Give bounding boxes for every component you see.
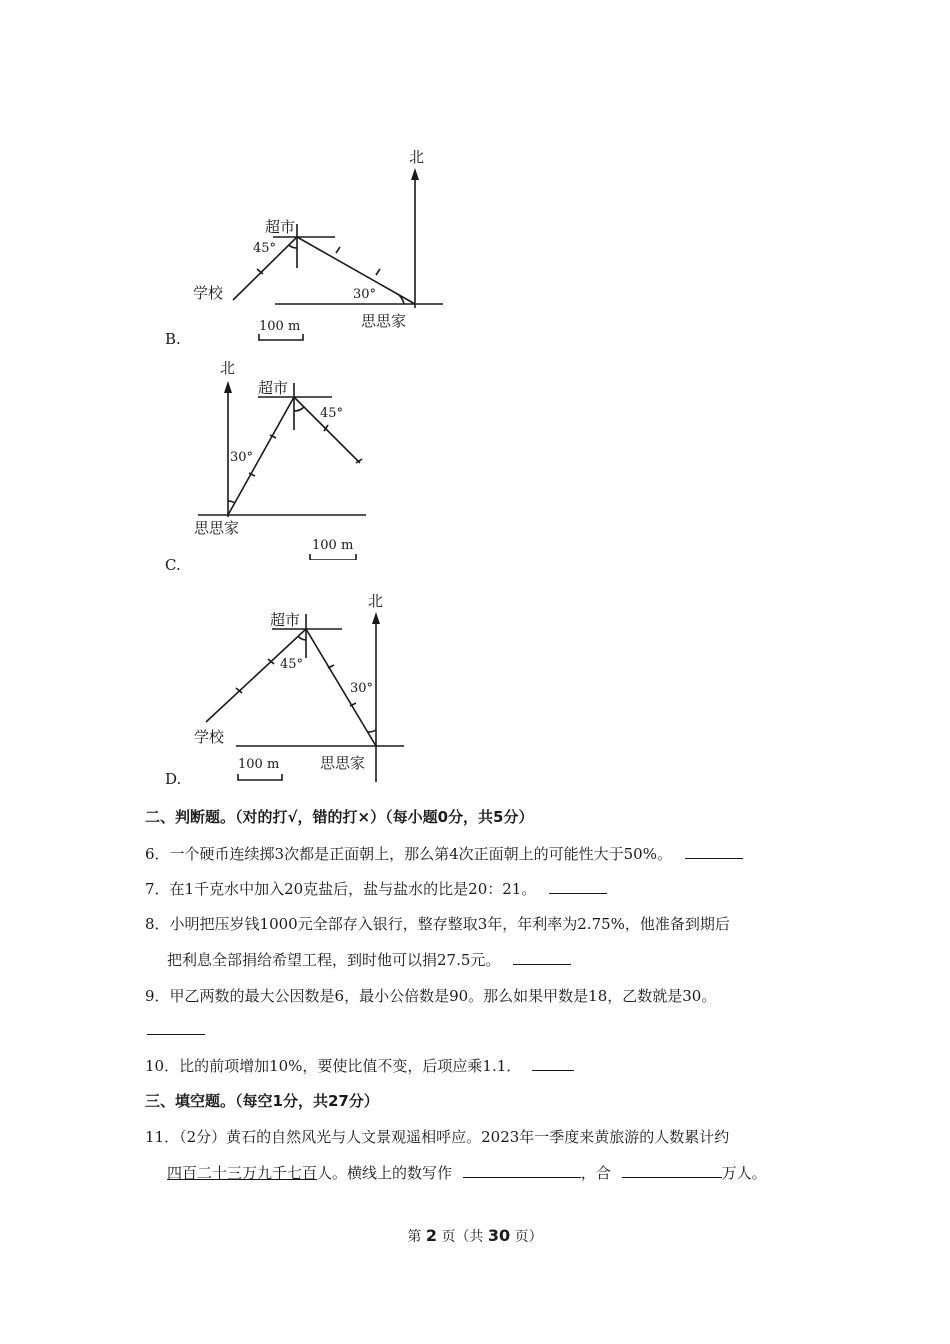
home-label: 思思家 (361, 312, 407, 330)
question-8-text: 把利息全部捐给希望工程，到时他可以捐27.5元。 (167, 951, 501, 969)
question-9-answer (147, 1020, 205, 1039)
section2-heading: 二、判断题。（对的打√，错的打×）（每小题0分，共5分） (145, 808, 534, 826)
scale-label: 100 m (259, 319, 301, 334)
question-7-text: 7．在1千克水中加入20克盐后，盐与盐水的比是20：21。 (145, 880, 537, 898)
school-label: 学校 (194, 728, 225, 746)
north-arrowhead (224, 381, 232, 393)
north-arrowhead (411, 168, 419, 180)
supermarket-label: 超市 (270, 611, 301, 629)
north-label: 北 (220, 359, 236, 377)
school-label: 学校 (193, 284, 224, 302)
angle-label-30: 30° (230, 450, 254, 465)
scale-label: 100 m (238, 757, 280, 772)
answer-blank-9[interactable] (147, 1020, 205, 1035)
angle-label-45: 45° (280, 657, 304, 672)
question-7 (145, 878, 607, 899)
question-6 (145, 843, 743, 864)
question-10 (145, 1055, 574, 1076)
question-10-text: 10．比的前项增加10%，要使比值不变，后项应乘1.1． (145, 1057, 522, 1075)
question-11-mid-text: 人。横线上的数写作 (317, 1164, 453, 1182)
page-footer (0, 1226, 950, 1246)
home-label: 思思家 (320, 754, 366, 772)
question-6-text: 6．一个硬币连续掷3次都是正面朝上，那么第4次正面朝上的可能性大于50%。 (145, 845, 672, 863)
question-11-sep-text: ，合 (580, 1164, 611, 1182)
angle-label-45: 45° (253, 241, 277, 256)
question-8-line2 (167, 949, 571, 970)
north-label: 北 (368, 592, 384, 610)
north-label: 北 (409, 148, 425, 166)
route-school-supermarket (206, 629, 306, 722)
question-11-line1: 11．（2分）黄石的自然风光与人文景观遥相呼应。2023年一季度来黄旅游的人数累计约 (145, 1128, 730, 1146)
supermarket-label: 超市 (258, 379, 289, 397)
home-label: 思思家 (194, 519, 240, 537)
supermarket-label: 超市 (265, 218, 296, 236)
answer-blank-6[interactable] (685, 844, 743, 859)
figure-c (190, 355, 380, 560)
north-arrowhead (372, 612, 380, 624)
footer-page-number: 2 (425, 1226, 437, 1245)
question-8-line1: 8．小明把压岁钱1000元全部存入银行，整存整取3年，年利率为2.75%，他准备到期后 (145, 915, 730, 933)
question-11-line2 (167, 1162, 767, 1183)
answer-blank-10[interactable] (532, 1056, 574, 1071)
figure-b (185, 140, 445, 350)
figure-d (190, 590, 410, 785)
option-label-b: B. (165, 330, 181, 348)
section3-heading: 三、填空题。（每空1分，共27分） (145, 1092, 379, 1110)
footer-total-pages: 30 (487, 1226, 511, 1245)
angle-label-30: 30° (353, 287, 377, 302)
question-11-underlined-number: 四百二十三万九千七百 (167, 1164, 318, 1182)
answer-blank-7[interactable] (549, 879, 607, 894)
angle-label-45: 45° (320, 406, 344, 421)
question-11-end-text: 万人。 (721, 1164, 767, 1182)
footer-suffix: 页） (514, 1229, 543, 1245)
answer-blank-8[interactable] (513, 950, 571, 965)
footer-prefix: 第 (407, 1229, 422, 1245)
answer-blank-11b[interactable] (622, 1163, 722, 1178)
option-label-d: D. (165, 770, 182, 788)
angle-label-30: 30° (350, 681, 374, 696)
option-label-c: C. (165, 556, 181, 574)
footer-middle: 页（共 (441, 1229, 484, 1245)
answer-blank-11a[interactable] (463, 1163, 581, 1178)
question-9: 9．甲乙两数的最大公因数是6，最小公倍数是90。那么如果甲数是18，乙数就是30。 (145, 987, 717, 1005)
scale-label: 100 m (312, 538, 354, 553)
